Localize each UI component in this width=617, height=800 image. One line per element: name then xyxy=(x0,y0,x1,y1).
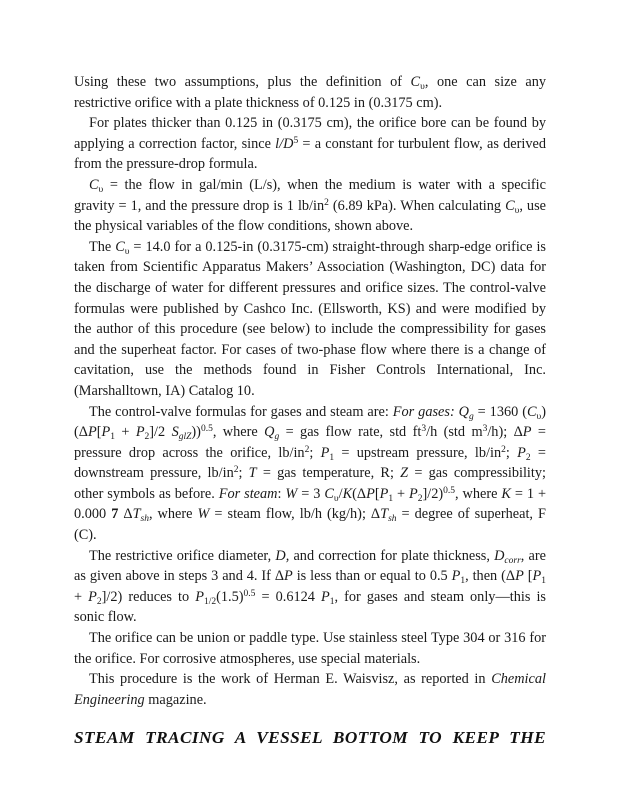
paragraph-orifice-material: The orifice can be union or paddle type. Use stainless steel Type 304 or 316 for the orifice. For corrosive atmospheres, use special materials. xyxy=(74,630,546,667)
paragraph-attribution: This procedure is the work of Herman E. Waisvisz, as reported in Chemical Engineering magazine. xyxy=(74,671,546,708)
paragraph-orifice-sizing: Using these two assumptions, plus the definition of $C_\upsilon$, one can size any restrictive orifice with a plate thickness of 0.125 in (0.3175 cm). xyxy=(74,74,546,111)
paragraph-cv-definition: $C_\upsilon$ = the flow in gal/min (L/s), when the medium is water with a specific gravity = 1, and the pressure drop is 1 $lb/in^2$ (6.89 kPa). When calculating $C_\upsilon$, use the physical variables of the flow conditions, shown above. xyxy=(74,176,546,235)
paragraph-plate-thickness: For plates thicker than 0.125 in (0.3175 cm), the orifice bore can be found by applying a correction factor, since $l/D^5 = a$ constant for turbulent flow, as derived from the pressure-drop formula. xyxy=(74,115,546,173)
paragraph-cv-source: The $C_\upsilon = 14.0$ for a 0.125-in (0.3175-cm) straight-through sharp-edge orifice is taken from Scientific Apparatus Makers’ Association (Washington, DC) data for the discharge of water for different pressures and orifice sizes. The control-valve formulas were published by Cashco Inc. (Ellsworth, KS) and were modified by the author of this procedure (see below) to include the compressibility for gases and the superheat factor. For cases of two-phase flow where there is a change of cavitation, use the methods found in Fisher Controls International, Inc. (Marshalltown, IA) Catalog 10. xyxy=(74,238,546,399)
paragraph-gas-steam-formulas: The control-valve formulas for gases and steam are: For gases: $Q_g = 1360$ $(C_\upsilon)(\Delta P[P_1 + P_2]/2$ $S_{glZ}))^{0.5}$, where $Q_g$ = gas flow rate, std $ft^3/h$ (std $m^3/h$); ΔP = pressure drop across the orifice, $lb/in^2$; $P_1$ = upstream pressure, $lb/in^2$; $P_2$ = downstream pressure, $lb/in^2$; T = gas temperature, R; Z = gas compressibility; other symbols as before. For steam: W = 3 $C_\upsilon/K(\Delta P[P_1 + P_2]/2)^{0.5}$, where K = 1 + 0.000 7 $\Delta T_{sh}$, where W = steam flow, lb/h (kg/h); $\Delta T_{sh}$ = degree of superheat, F (C). xyxy=(74,403,547,544)
document-page xyxy=(74,72,546,749)
section-heading: STEAM TRACING A VESSEL BOTTOM TO KEEP THE xyxy=(74,728,546,748)
paragraph-orifice-diameter: The restrictive orifice diameter, D, and correction for plate thickness, $D_{corr}$, are as given above in steps 3 and 4. If ΔP is less than or equal to 0.5 $P_1$, then (ΔP $[P_1 + P_2]/2$) reduces to $P_{1/2}(1.5)^{0.5} = 0.6124$ $P_1$, for gases and steam only—this is sonic flow. xyxy=(74,547,546,626)
